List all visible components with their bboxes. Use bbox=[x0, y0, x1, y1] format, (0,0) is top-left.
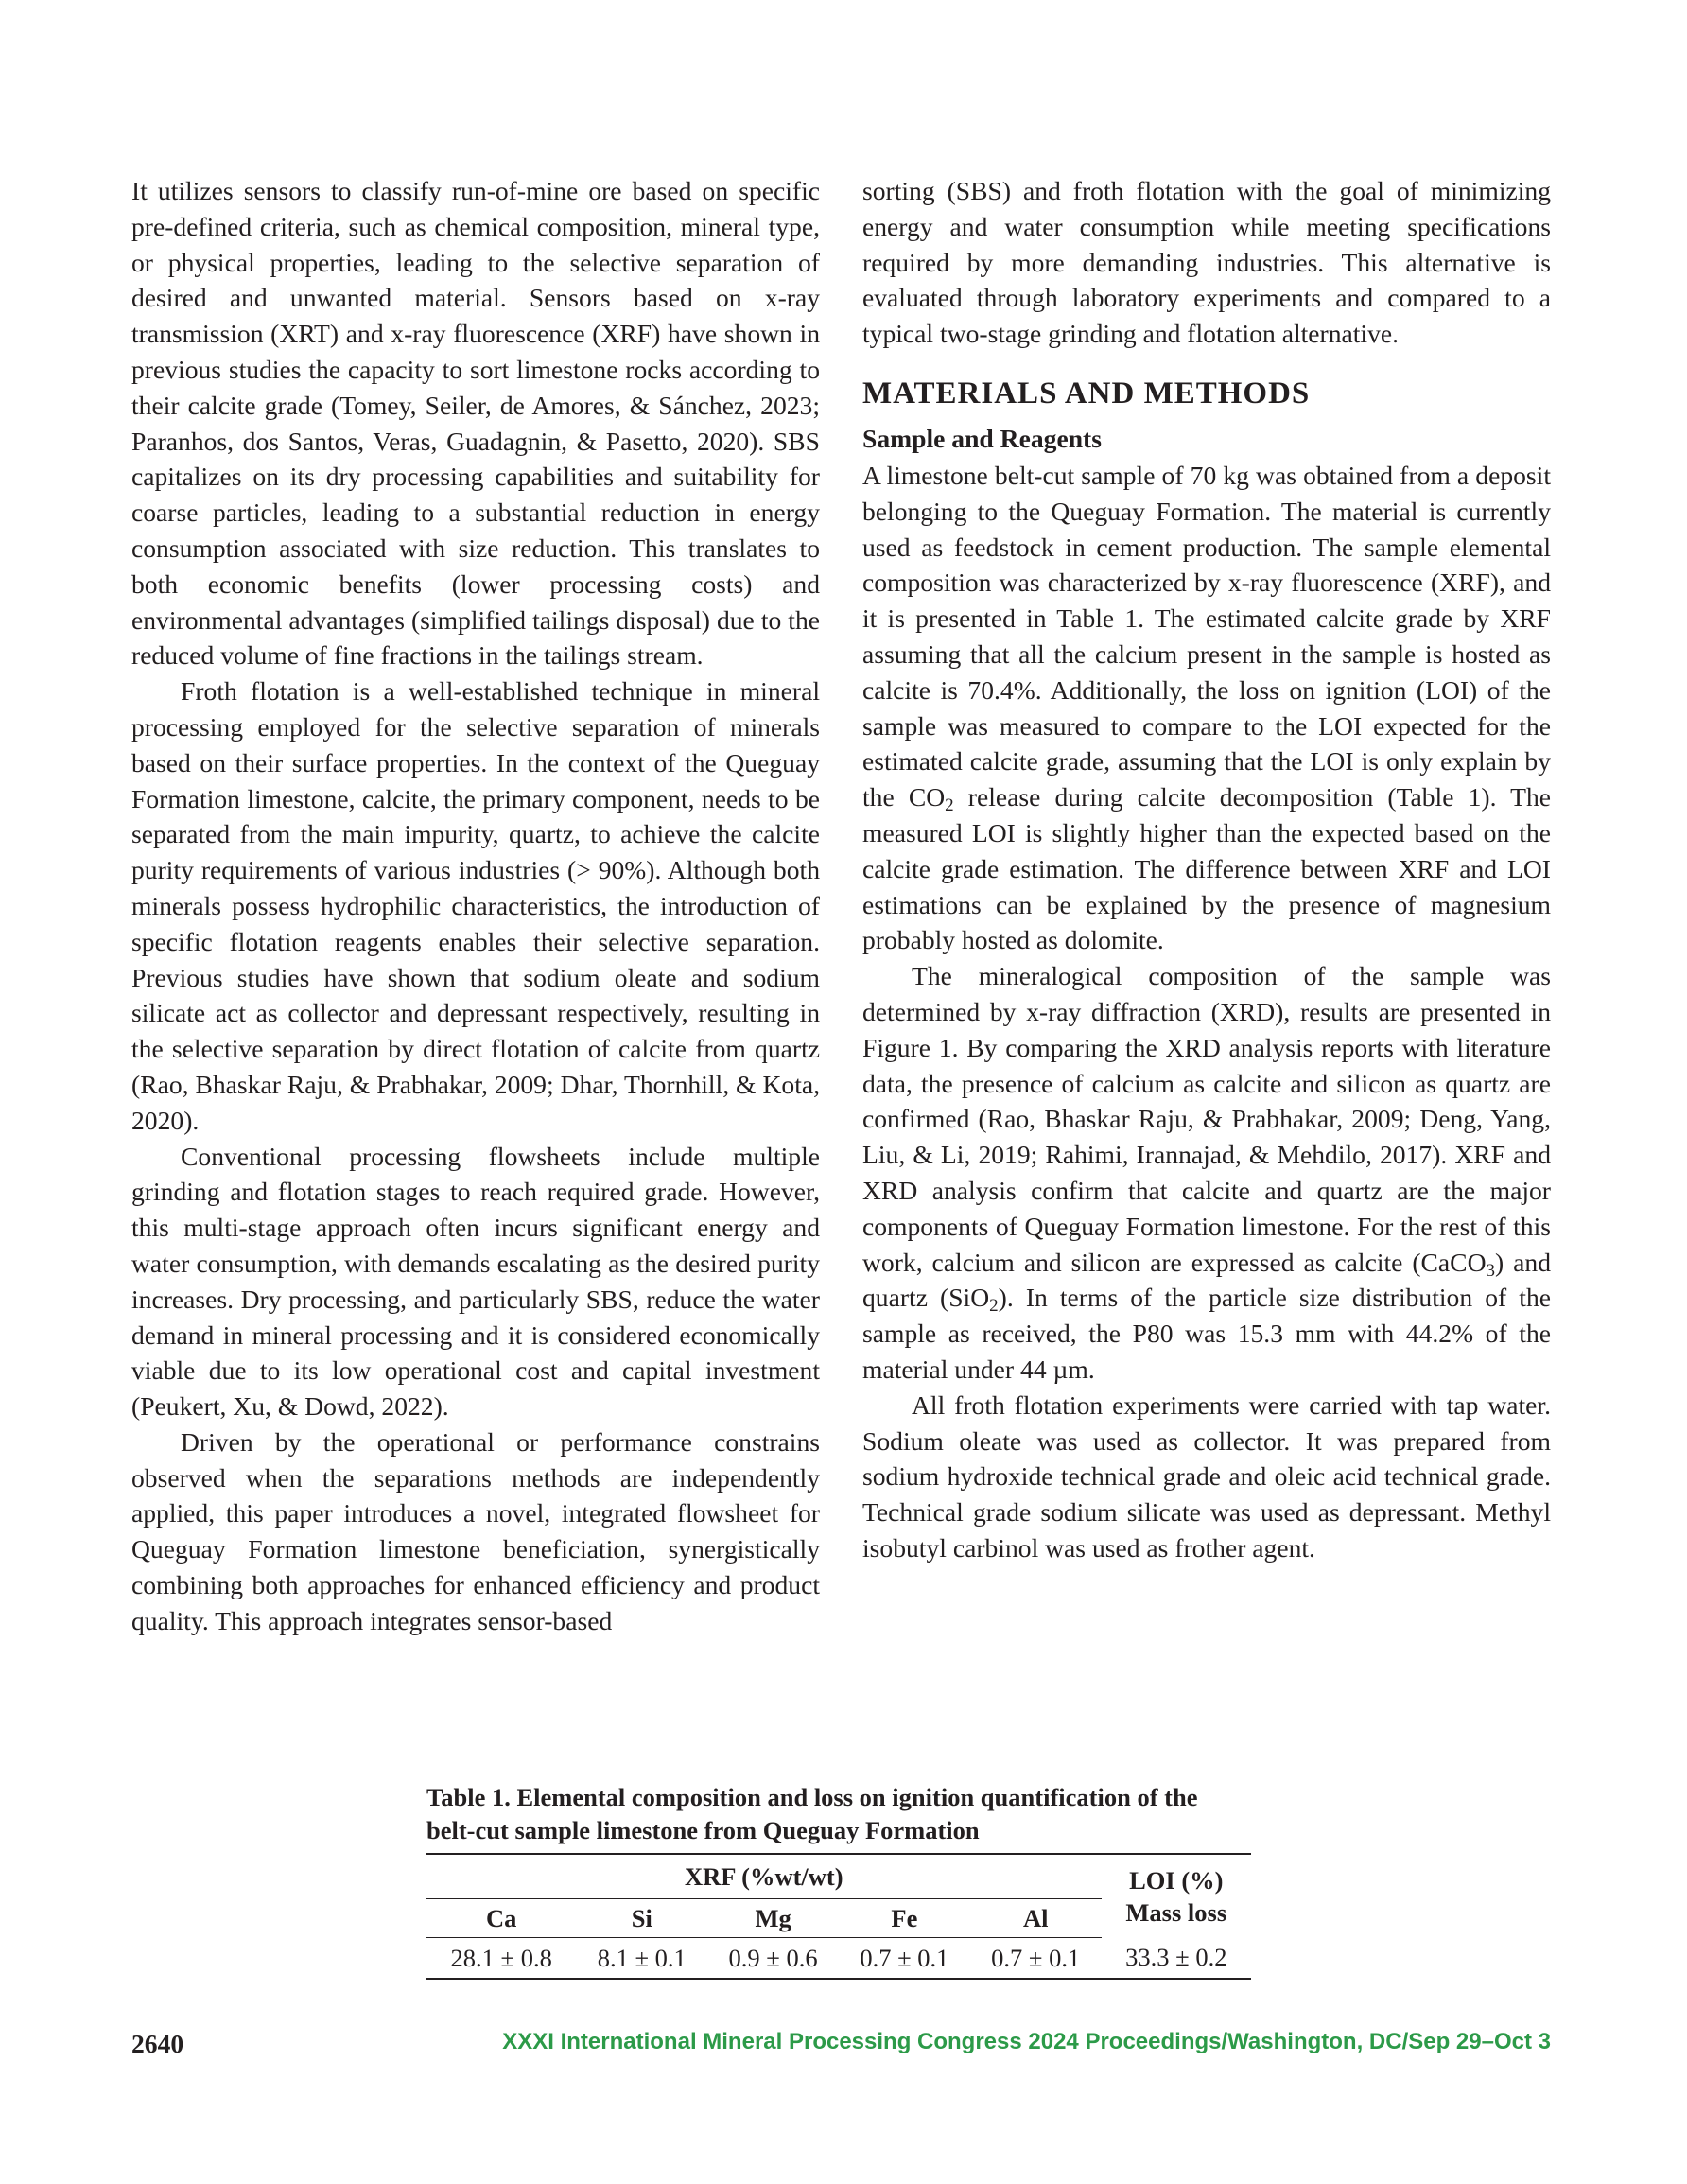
table-caption: Table 1. Elemental composition and loss on ignition quantification of the belt-cut sample limestone from Queguay Formation bbox=[426, 1783, 1198, 1844]
running-title: XXXI International Mineral Processing Congress 2024 Proceedings/Washington, DC/Sep 29–Oct 3 bbox=[502, 2029, 1551, 2054]
table-row bbox=[426, 1938, 1251, 1980]
left-paragraph-1: It utilizes sensors to classify run-of-mine ore based on specific pre-defined criteria, such as chemical composition, mineral type, or physical properties, leading to the selective separation of desired and unwanted material. Sensors based on x-ray transmission (XRT) and x-ray fluorescence (XRF) have shown in previous studies the capacity to sort limestone rocks according to their calcite grade (Tomey, Seiler, de Amores, & Sánchez, 2023; Paranhos, dos Santos, Veras, Guadagnin, & Pasetto, 2020). SBS capitalizes on its dry processing capabilities and suitability for coarse particles, leading to a substantial reduction in energy consumption associated with size reduction. This translates to both economic benefits (lower processing costs) and environmental advantages (simplified tailings disposal) due to the reduced volume of fine fractions in the tailings stream. bbox=[131, 176, 820, 671]
page-footer bbox=[131, 2029, 1551, 2067]
cell-mg: 0.9 ± 0.6 bbox=[707, 1938, 839, 1980]
section-heading: MATERIALS AND METHODS bbox=[862, 376, 1311, 411]
loi-header bbox=[1102, 1854, 1251, 1938]
loi-header-line-1: LOI (%) bbox=[1129, 1865, 1224, 1895]
subscript: 3 bbox=[1486, 1260, 1496, 1281]
composition-table bbox=[426, 1853, 1251, 1980]
column-header-mg: Mg bbox=[707, 1899, 839, 1938]
cell-al: 0.7 ± 0.1 bbox=[970, 1938, 1102, 1980]
cell-ca: 28.1 ± 0.8 bbox=[426, 1938, 576, 1980]
right-paragraph-4: All froth flotation experiments were carried with tap water. Sodium oleate was used as collector. It was prepared from sodium hydroxide technical grade and oleic acid technical grade. Technical grade sodium silicate was used as depressant. Methyl isobutyl carbinol was used as frother agent. bbox=[862, 1389, 1551, 1563]
text-run: ) and quartz (SiO bbox=[862, 1247, 1551, 1313]
left-column bbox=[131, 173, 820, 1639]
subscript: 2 bbox=[989, 1296, 999, 1317]
right-paragraph-3 bbox=[862, 958, 1551, 1388]
cell-loi: 33.3 ± 0.2 bbox=[1102, 1938, 1251, 1980]
left-paragraph-4: Driven by the operational or performance constrains observed when the separations methods are independently applied, this paper introduces a novel, integrated flowsheet for Queguay Formation limestone beneficiation, synergistically combining both approaches for enhanced efficiency and product quality. This approach integrates sensor-based bbox=[131, 1426, 820, 1635]
column-header-fe: Fe bbox=[839, 1899, 970, 1938]
column-header-al: Al bbox=[970, 1899, 1102, 1938]
text-run: The mineralogical composition of the sample was determined by x-ray diffraction (XRD), results are presented in Figure 1. By comparing the XRD analysis reports with literature data, the presence of calcium as calcite and silicon as quartz are confirmed (Rao, Bhaskar Raju, & Prabhakar, 2009; Deng, Yang, Liu, & Li, 2019; Rahimi, Irannajad, & Mehdilo, 2017). XRF and XRD analysis confirm that calcite and quartz are the major components of Queguay Formation limestone. For the rest of this work, calcium and silicon are expressed as calcite (CaCO bbox=[862, 961, 1551, 1277]
page-number: 2640 bbox=[131, 2029, 184, 2058]
cell-fe: 0.7 ± 0.1 bbox=[839, 1938, 970, 1980]
column-header-si: Si bbox=[576, 1899, 707, 1938]
xrf-group-header: XRF (%wt/wt) bbox=[426, 1854, 1102, 1899]
right-paragraph-2 bbox=[862, 458, 1551, 958]
left-paragraph-2: Froth flotation is a well-established technique in mineral processing employed for the selective separation of minerals based on their surface properties. In the context of the Queguay Formation limestone, calcite, the primary component, needs to be separated from the main impurity, quartz, to achieve the calcite purity requirements of various industries (> 90%). Although both minerals possess hydrophilic characteristics, the introduction of specific flotation reagents enables their selective separation. Previous studies have shown that sodium oleate and sodium silicate act as collector and depressant respectively, resulting in the selective separation by direct flotation of calcite from quartz (Rao, Bhaskar Raju, & Prabhakar, 2009; Dhar, Thornhill, & Kota, 2020). bbox=[131, 676, 820, 1135]
loi-header-line-2: Mass loss bbox=[1125, 1897, 1227, 1927]
text-run: release during calcite decomposition (Table 1). The measured LOI is slightly higher than the expected based on the calcite grade estimation. The difference between XRF and LOI estimations can be explained by the presence of magnesium probably hosted as dolomite. bbox=[862, 782, 1551, 955]
table-1 bbox=[426, 1781, 1251, 1980]
cell-si: 8.1 ± 0.1 bbox=[576, 1938, 707, 1980]
right-column bbox=[862, 173, 1551, 1566]
left-paragraph-3: Conventional processing flowsheets include multiple grinding and flotation stages to reach required grade. However, this multi-stage approach often incurs significant energy and water consumption, with demands escalating as the desired purity increases. Dry processing, and particularly SBS, reduce the water demand in mineral processing and it is considered economically viable due to its low operational cost and capital investment (Peukert, Xu, & Dowd, 2022). bbox=[131, 1141, 820, 1422]
text-run: ). In terms of the particle size distribution of the sample as received, the P80 was 15.3 mm with 44.2% of the material under 44 µm. bbox=[862, 1283, 1551, 1384]
right-paragraph-1: sorting (SBS) and froth flotation with the goal of minimizing energy and water consumption while meeting specifications required by more demanding industries. This alternative is evaluated through laboratory experiments and compared to a typical two-stage grinding and flotation alternative. bbox=[862, 176, 1551, 349]
subsection-heading: Sample and Reagents bbox=[862, 423, 1102, 453]
text-run: A limestone belt-cut sample of 70 kg was obtained from a deposit belonging to the Queguay Formation. The material is currently used as feedstock in cement production. The sample elemental composition was characterized by x-ray fluorescence (XRF), and it is presented in Table 1. The estimated calcite grade by XRF assuming that all the calcium present in the sample is hosted as calcite is 70.4%. Additionally, the loss on ignition (LOI) of the sample was measured to compare to the LOI expected for the estimated calcite grade, assuming that the LOI is only explain by the CO bbox=[862, 460, 1551, 812]
column-header-ca: Ca bbox=[426, 1899, 576, 1938]
subscript: 2 bbox=[945, 795, 954, 816]
